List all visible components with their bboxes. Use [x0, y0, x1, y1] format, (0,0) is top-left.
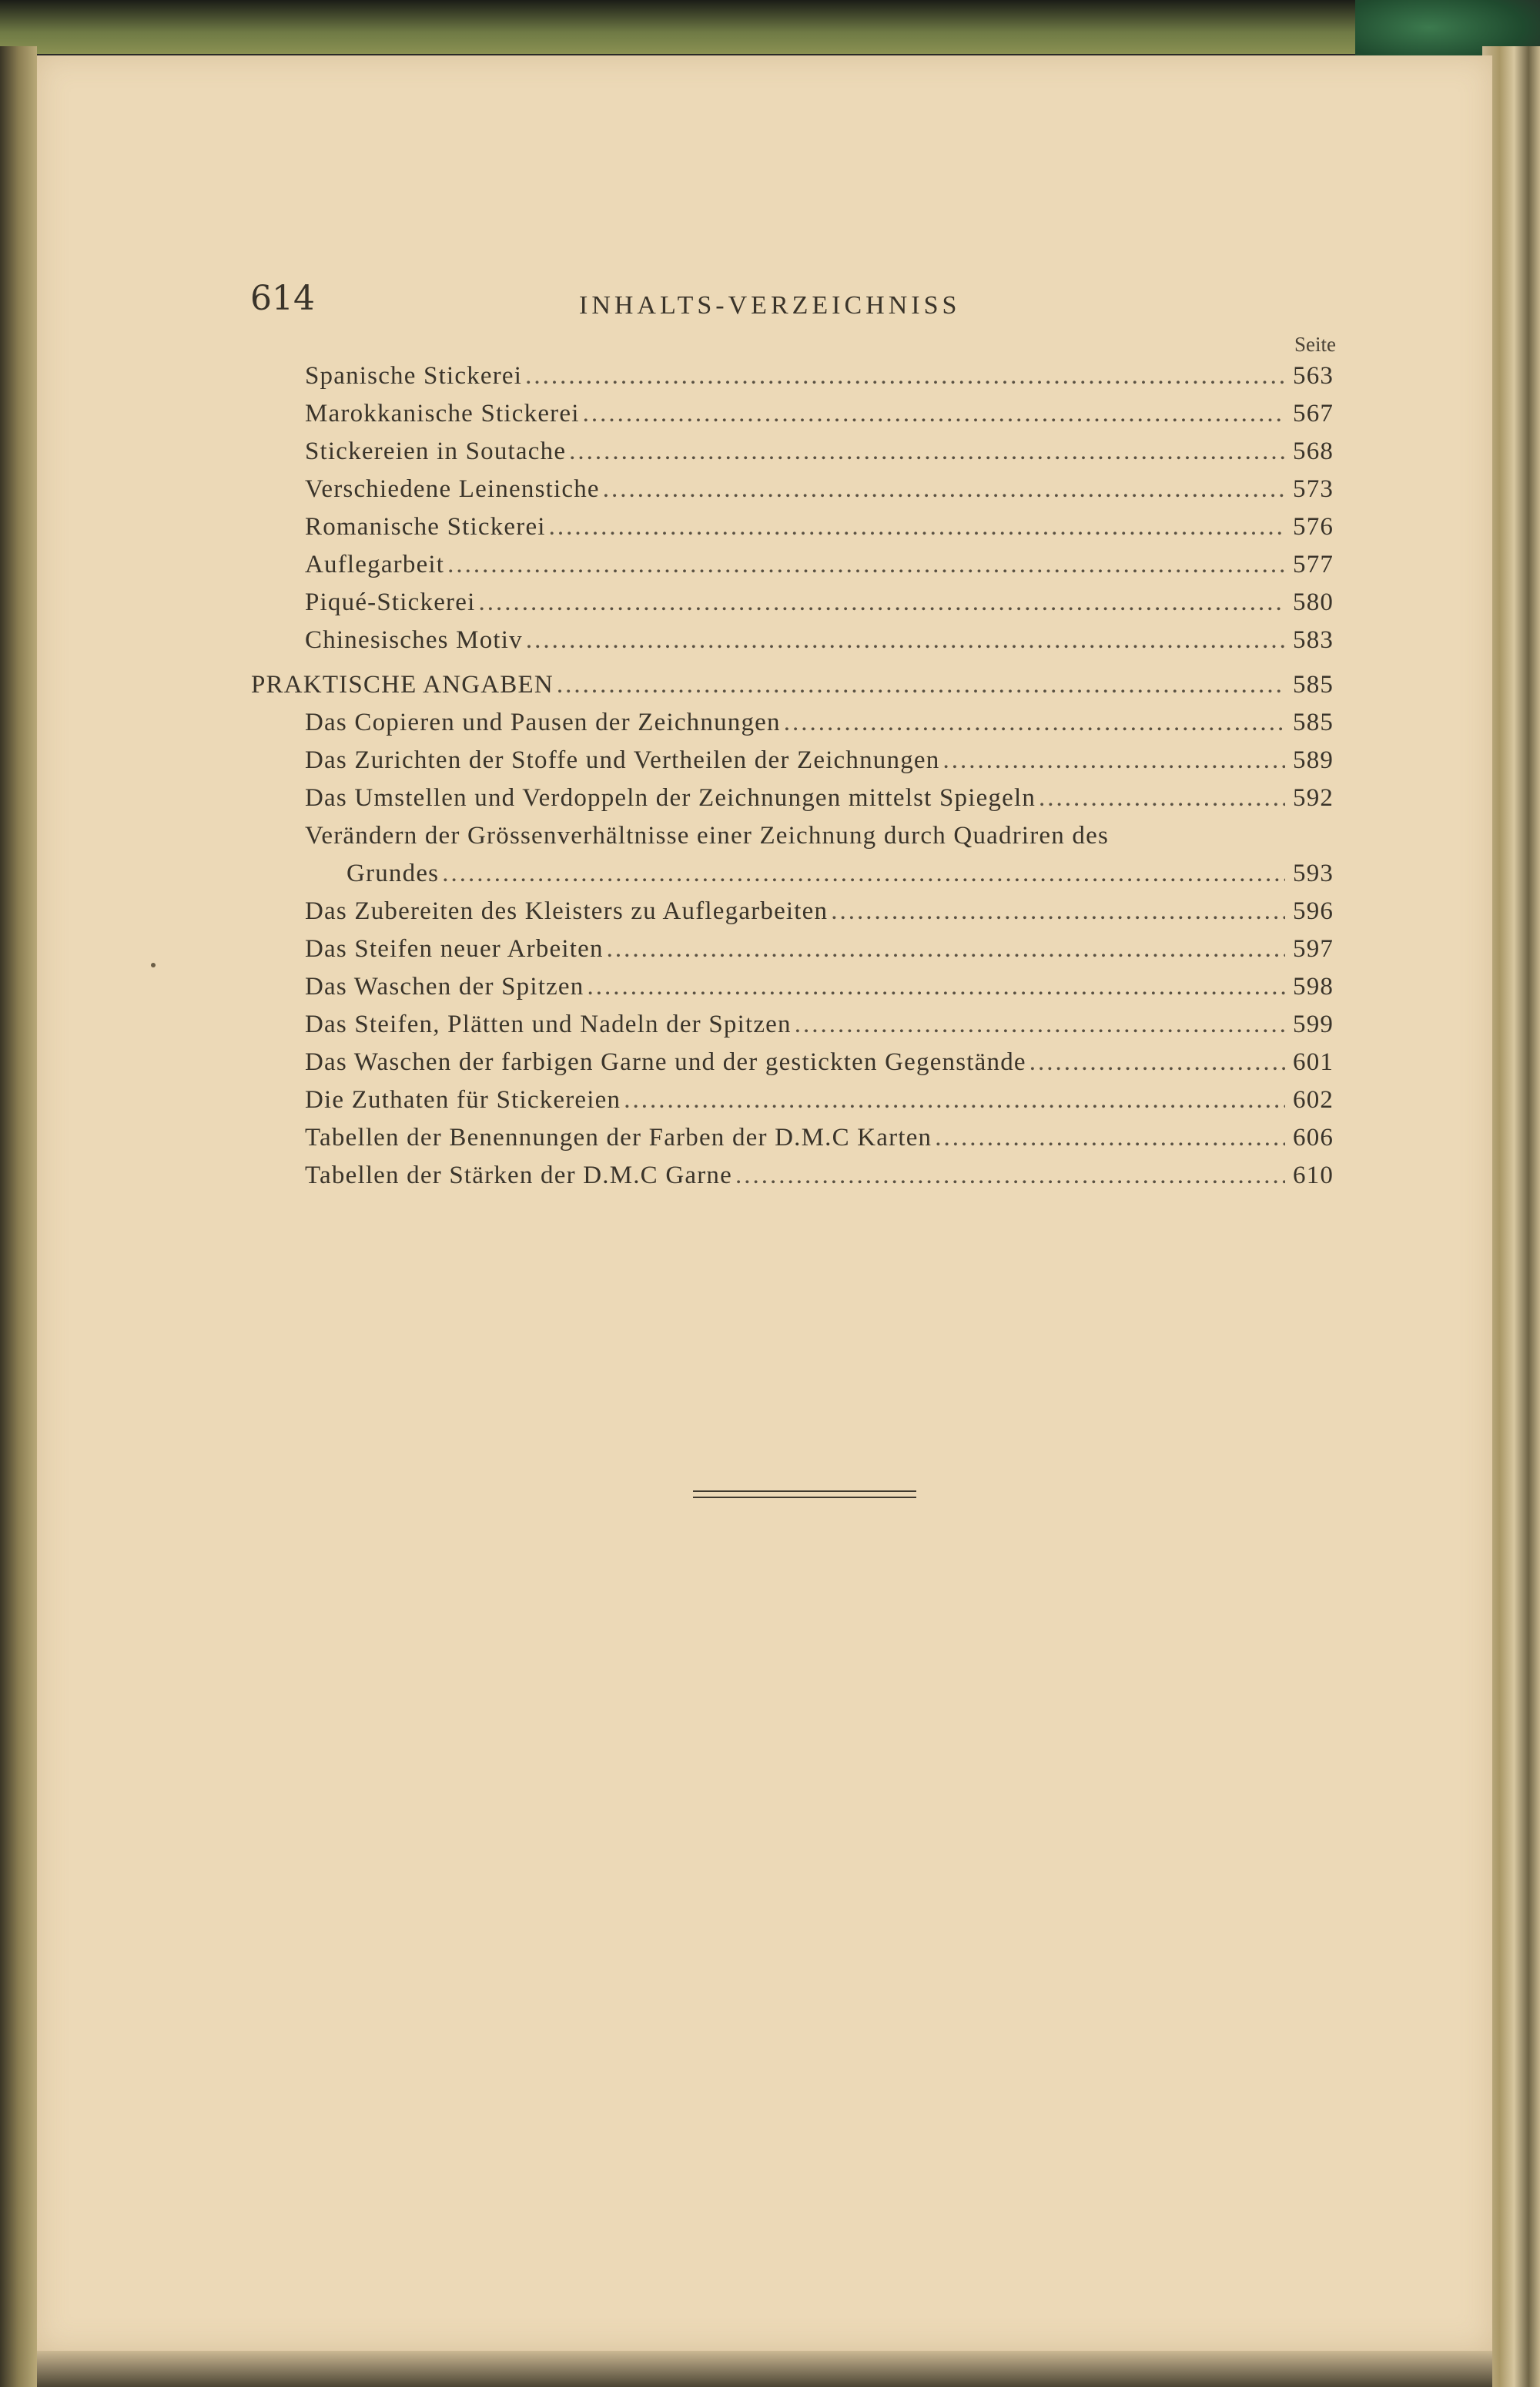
toc-entry-title: Spanische Stickerei: [305, 362, 523, 390]
toc-entry-title: Marokkanische Stickerei: [305, 400, 580, 427]
toc-entry: [305, 897, 1341, 935]
toc-entry: [305, 1162, 1341, 1199]
toc-entry: [305, 588, 1341, 626]
leader-dots: [935, 1124, 1285, 1152]
leader-dots: [603, 475, 1285, 504]
leader-dots: [447, 551, 1285, 579]
toc-entry: [305, 438, 1341, 475]
toc-entry-page: 567: [1293, 400, 1334, 427]
toc-entry-title: Das Zurichten der Stoffe und Vertheilen der Zeichnungen: [305, 746, 940, 774]
page-bottom-edge: [37, 2351, 1492, 2387]
leader-dots: [624, 1086, 1285, 1115]
toc-entry-title: Verändern der Grössenverhältnisse einer Zeichnung durch Quadriren des: [305, 822, 1110, 850]
toc-entry: [305, 709, 1341, 746]
toc-entry-page: 597: [1293, 935, 1334, 963]
toc-entry-page: 576: [1293, 513, 1334, 541]
toc-entry: [305, 513, 1341, 551]
leader-dots: [526, 626, 1285, 655]
end-rule-top: [693, 1490, 916, 1492]
toc-entry: [305, 1011, 1341, 1048]
toc-entry-title: Das Waschen der farbigen Garne und der gestickten Gegenstände: [305, 1048, 1026, 1076]
toc-entry-page: 589: [1293, 746, 1334, 774]
leader-dots: [583, 400, 1285, 428]
page-column-label: Seite: [1294, 333, 1336, 356]
toc-entry: [305, 1086, 1341, 1124]
toc-entry: [305, 1124, 1341, 1162]
toc-entry-title: Das Waschen der Spitzen: [305, 973, 584, 1001]
toc-entry-page: 563: [1293, 362, 1334, 390]
toc-entry-continuation: [346, 860, 1341, 897]
toc-entry: [305, 400, 1341, 438]
toc-entry: [305, 551, 1341, 588]
leader-dots: [569, 438, 1285, 466]
running-title: INHALTS-VERZEICHNISS: [579, 291, 961, 320]
end-rule-bottom: [693, 1497, 916, 1498]
toc-entry-page: 585: [1293, 709, 1334, 736]
toc-entry-title: Tabellen der Benennungen der Farben der D.M.C Karten: [305, 1124, 932, 1152]
toc-entry: [305, 746, 1341, 784]
leader-dots: [1029, 1048, 1285, 1077]
leader-dots: [831, 897, 1285, 926]
leader-dots: [525, 362, 1285, 391]
page-number: 614: [250, 279, 315, 318]
toc-entry-title: Das Zubereiten des Kleisters zu Auflegarbeiten: [305, 897, 829, 925]
toc-entry: [305, 935, 1341, 973]
toc-entry-page: 592: [1293, 784, 1334, 812]
toc-entry-title: Das Copieren und Pausen der Zeichnungen: [305, 709, 781, 736]
toc-entry: [305, 626, 1341, 664]
leader-dots: [478, 588, 1285, 617]
toc-entry-title: Romanische Stickerei: [305, 513, 546, 541]
leader-dots: [587, 973, 1285, 1001]
toc-entry-page: 606: [1293, 1124, 1334, 1152]
toc-entry-title: Verschiedene Leinenstiche: [305, 475, 600, 503]
toc-entry-title: Chinesisches Motiv: [305, 626, 523, 654]
leader-dots: [735, 1162, 1285, 1190]
toc-entry-page: 610: [1293, 1162, 1334, 1189]
toc-entry-title: Tabellen der Stärken der D.M.C Garne: [305, 1162, 732, 1189]
toc-entry-page: 568: [1293, 438, 1334, 465]
toc-entry-page: 585: [1293, 671, 1334, 699]
leader-dots: [557, 671, 1285, 699]
leader-dots: [795, 1011, 1285, 1039]
toc-section-heading: [251, 671, 1341, 709]
toc-entry: [305, 784, 1341, 822]
toc-entry-title: Das Umstellen und Verdoppeln der Zeichnungen mittelst Spiegeln: [305, 784, 1036, 812]
toc-entry-page: 602: [1293, 1086, 1334, 1114]
leader-dots: [607, 935, 1285, 964]
toc-entry: [305, 475, 1341, 513]
leader-dots: [784, 709, 1285, 737]
toc-entry-page: 573: [1293, 475, 1334, 503]
leader-dots: [942, 746, 1285, 775]
toc-entry: [305, 973, 1341, 1011]
toc-entry-title: PRAKTISCHE ANGABEN: [251, 671, 554, 699]
leader-dots: [1039, 784, 1285, 813]
toc-entry: [305, 362, 1341, 400]
toc-entry-page: 583: [1293, 626, 1334, 654]
toc-entry-page: 577: [1293, 551, 1334, 578]
leader-dots: [549, 513, 1285, 541]
paper-speck: [151, 963, 156, 967]
toc-entry-page: 599: [1293, 1011, 1334, 1038]
toc-entry-title: Auflegarbeit: [305, 551, 445, 578]
toc-entry-title: Das Steifen neuer Arbeiten: [305, 935, 604, 963]
toc-entry: [305, 1048, 1341, 1086]
leader-dots: [442, 860, 1285, 888]
toc-entry-title: Stickereien in Soutache: [305, 438, 567, 465]
toc-entry-page: 596: [1293, 897, 1334, 925]
toc-entry-page: 593: [1293, 860, 1334, 887]
toc-entry-page: 580: [1293, 588, 1334, 616]
toc-entry-page: 601: [1293, 1048, 1334, 1076]
toc-entry-title: Grundes: [346, 860, 440, 887]
toc-entry-title: Die Zuthaten für Stickereien: [305, 1086, 621, 1114]
toc-entry-title: Das Steifen, Plätten und Nadeln der Spitzen: [305, 1011, 792, 1038]
toc-entry-page: 598: [1293, 973, 1334, 1001]
toc-entry-title: Piqué-Stickerei: [305, 588, 476, 616]
